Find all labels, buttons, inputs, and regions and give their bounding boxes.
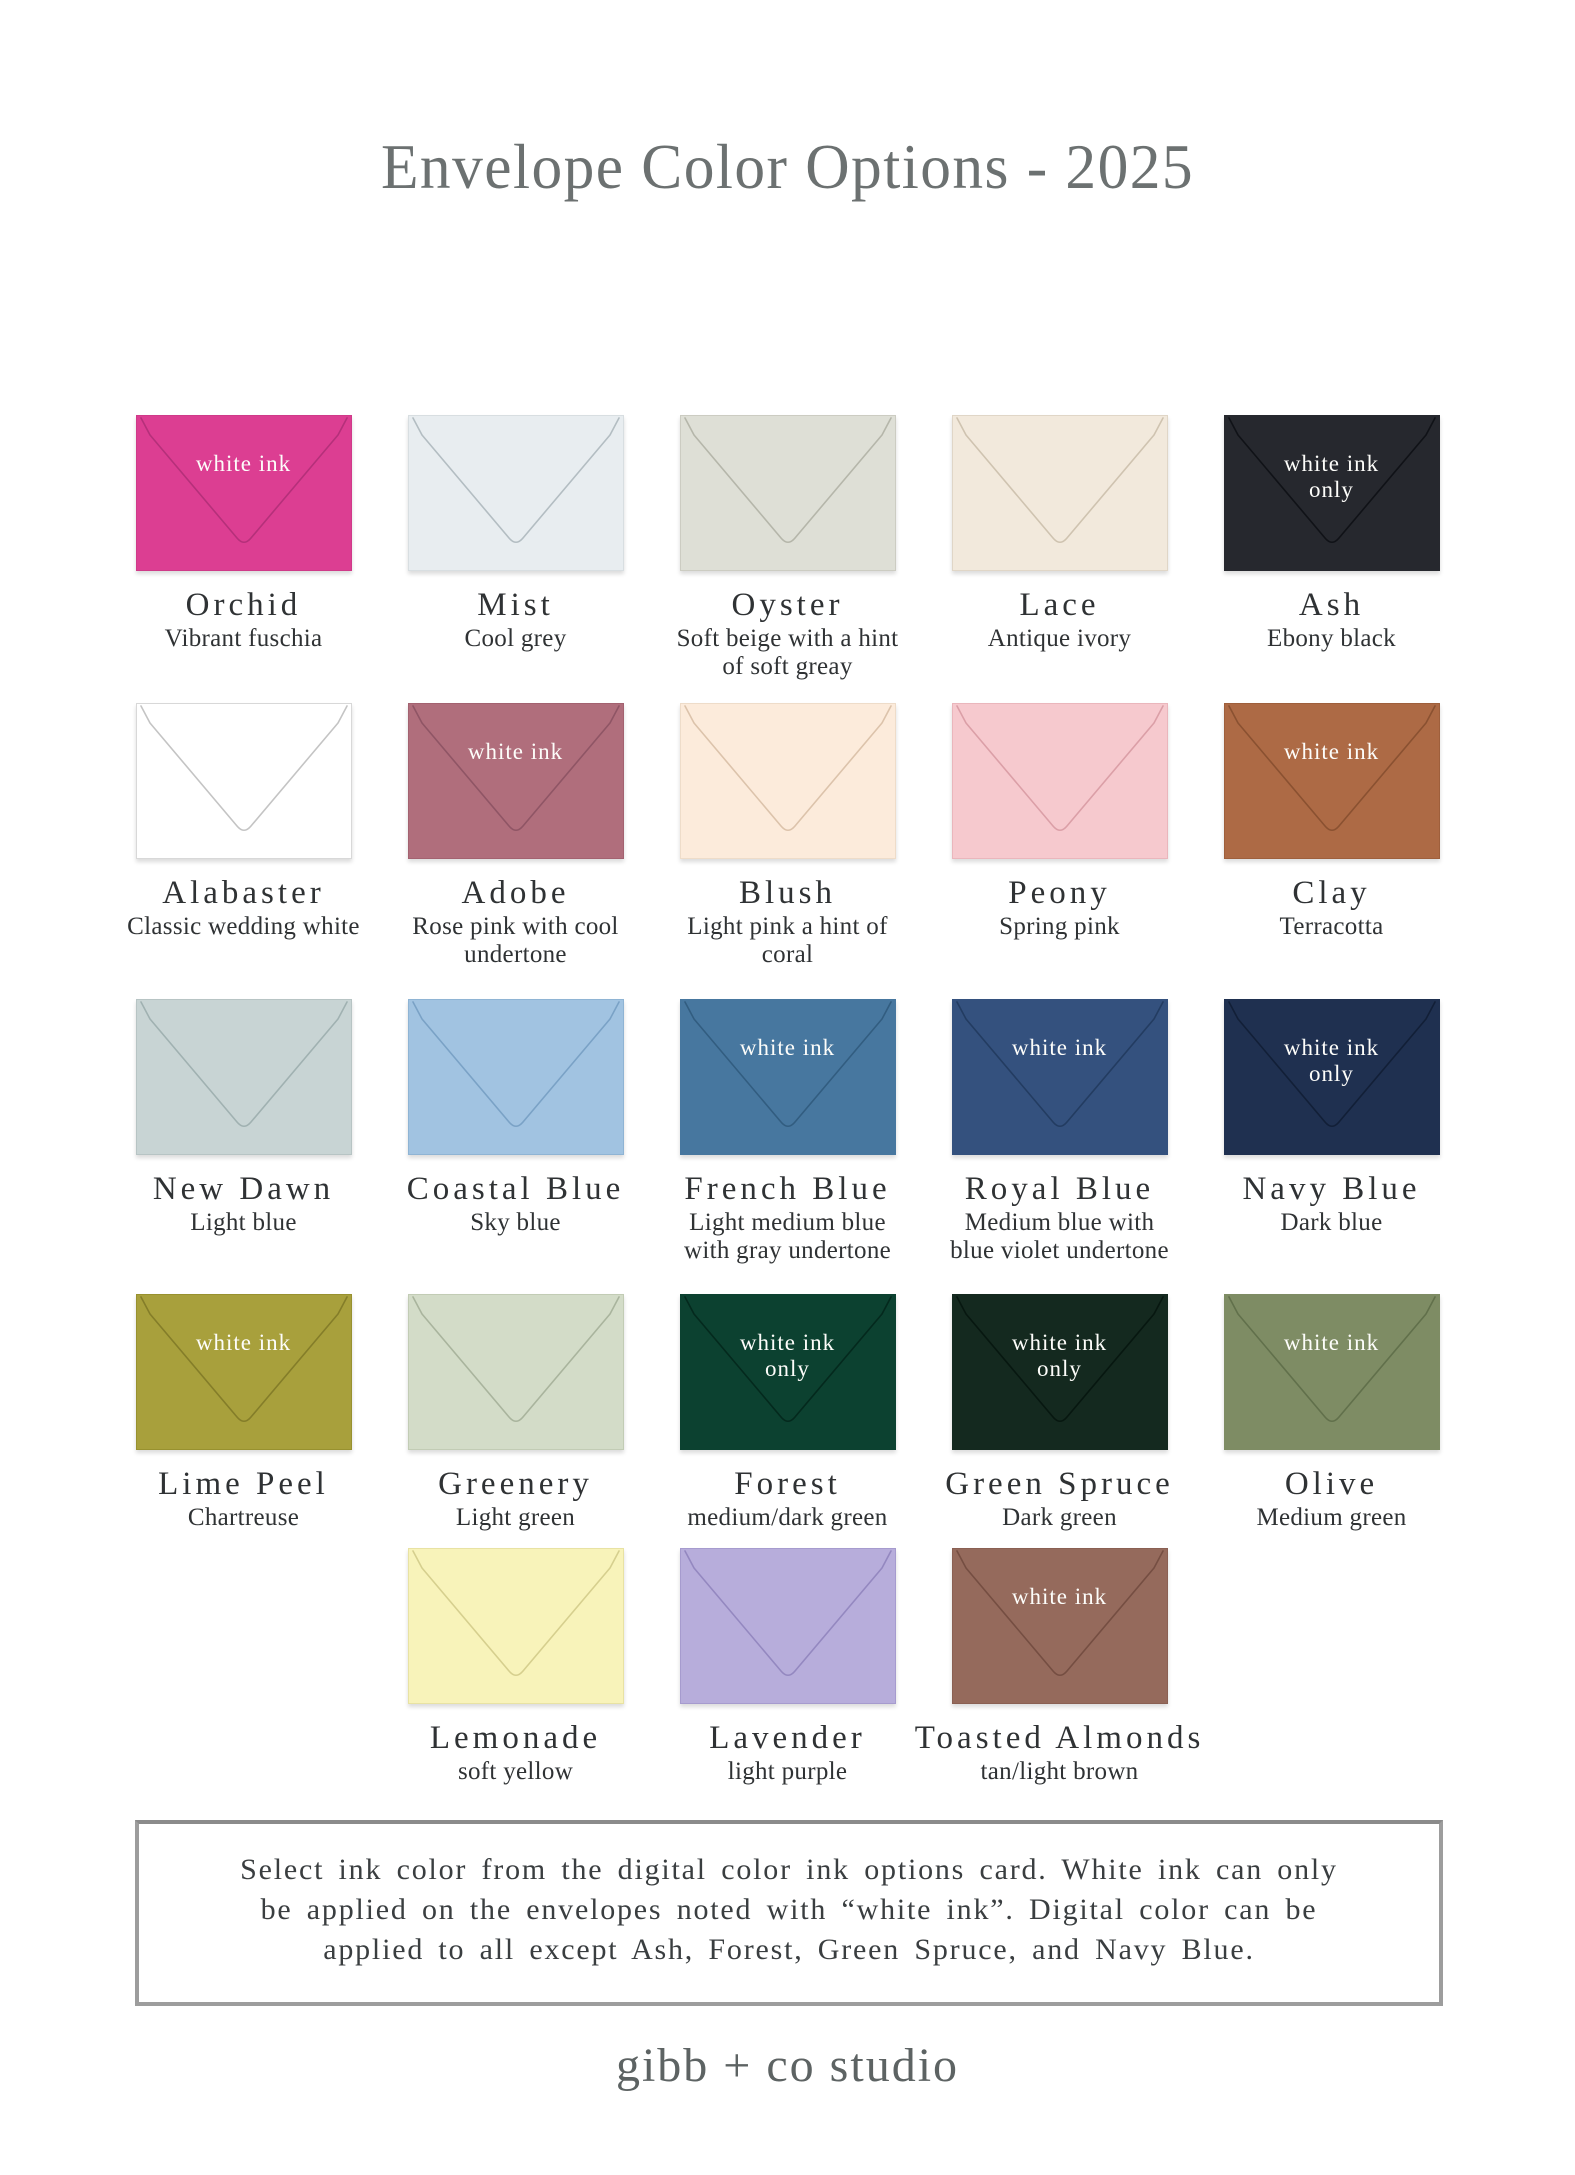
white-ink-label: white ink bbox=[1283, 739, 1380, 764]
swatch-royal-blue bbox=[952, 999, 1168, 1265]
white-ink-label: white ink bbox=[195, 1330, 292, 1355]
swatch-adobe bbox=[408, 703, 624, 969]
swatch-olive bbox=[1224, 1294, 1440, 1532]
envelope-icon bbox=[408, 1548, 624, 1704]
envelope-icon bbox=[136, 703, 352, 859]
white-ink-label: white ink only bbox=[1283, 451, 1380, 502]
envelope-lavender bbox=[680, 1548, 896, 1704]
envelope-royal-blue bbox=[952, 999, 1168, 1155]
white-ink-label: white ink only bbox=[1011, 1330, 1108, 1381]
swatch-name: Adobe bbox=[461, 875, 570, 911]
swatch-forest bbox=[680, 1294, 896, 1532]
swatch-name: Greenery bbox=[438, 1466, 593, 1502]
swatch-name: Toasted Almonds bbox=[914, 1720, 1205, 1756]
envelope-blush bbox=[680, 703, 896, 859]
swatch-row-1 bbox=[0, 415, 1575, 681]
envelope-icon bbox=[680, 415, 896, 571]
envelope-icon bbox=[680, 703, 896, 859]
envelope-new-dawn bbox=[136, 999, 352, 1155]
white-ink-label: white ink only bbox=[1283, 1035, 1380, 1086]
swatch-description: Light green bbox=[455, 1504, 576, 1531]
swatch-coastal-blue bbox=[408, 999, 624, 1265]
swatch-row-2 bbox=[0, 703, 1575, 969]
swatch-description: Soft beige with a hint of soft greay bbox=[676, 625, 899, 680]
swatch-new-dawn bbox=[136, 999, 352, 1265]
footer-note-box bbox=[135, 1820, 1443, 2006]
swatch-description: Medium blue with blue violet undertone bbox=[950, 1209, 1169, 1264]
envelope-orchid bbox=[136, 415, 352, 571]
envelope-clay bbox=[1224, 703, 1440, 859]
swatch-name: Blush bbox=[738, 875, 837, 911]
swatch-name: Lime Peel bbox=[158, 1466, 329, 1502]
envelope-french-blue bbox=[680, 999, 896, 1155]
swatch-navy-blue bbox=[1224, 999, 1440, 1265]
white-ink-label: white ink bbox=[739, 1035, 836, 1060]
swatch-description: Dark blue bbox=[1280, 1209, 1383, 1236]
envelope-greenery bbox=[408, 1294, 624, 1450]
envelope-adobe bbox=[408, 703, 624, 859]
envelope-ash bbox=[1224, 415, 1440, 571]
envelope-lemonade bbox=[408, 1548, 624, 1704]
swatch-name: Royal Blue bbox=[964, 1171, 1155, 1207]
swatch-peony bbox=[952, 703, 1168, 969]
swatch-description: Classic wedding white bbox=[127, 913, 360, 940]
swatch-row-5 bbox=[0, 1548, 1575, 1786]
envelope-lime-peel bbox=[136, 1294, 352, 1450]
white-ink-label: white ink bbox=[1011, 1035, 1108, 1060]
swatch-lemonade bbox=[408, 1548, 624, 1786]
swatch-lime-peel bbox=[136, 1294, 352, 1532]
envelope-icon bbox=[408, 703, 624, 859]
swatch-description: Ebony black bbox=[1267, 625, 1396, 652]
swatch-name: French Blue bbox=[684, 1171, 891, 1207]
page-title: Envelope Color Options - 2025 bbox=[380, 131, 1195, 202]
envelope-icon bbox=[136, 1294, 352, 1450]
swatch-description: Light blue bbox=[190, 1209, 297, 1236]
swatch-name: Green Spruce bbox=[945, 1466, 1174, 1502]
swatch-name: Alabaster bbox=[162, 875, 325, 911]
swatch-row-3 bbox=[0, 999, 1575, 1265]
swatch-description: Vibrant fuschia bbox=[164, 625, 323, 652]
swatch-name: Navy Blue bbox=[1242, 1171, 1421, 1207]
footer-note-line: Select ink color from the digital color ink options card. White ink can only bbox=[240, 1853, 1338, 1886]
swatch-description: soft yellow bbox=[457, 1758, 574, 1785]
envelope-toasted-almonds bbox=[952, 1548, 1168, 1704]
swatch-description: Spring pink bbox=[999, 913, 1120, 940]
envelope-icon bbox=[1224, 1294, 1440, 1450]
envelope-icon bbox=[680, 1548, 896, 1704]
swatch-ash bbox=[1224, 415, 1440, 681]
envelope-icon bbox=[408, 415, 624, 571]
swatch-description: Antique ivory bbox=[987, 625, 1132, 652]
swatch-orchid bbox=[136, 415, 352, 681]
envelope-icon bbox=[952, 999, 1168, 1155]
swatch-description: tan/light brown bbox=[980, 1758, 1139, 1785]
envelope-icon bbox=[408, 999, 624, 1155]
swatch-french-blue bbox=[680, 999, 896, 1265]
footer-note-line: applied to all except Ash, Forest, Green Spruce, and Navy Blue. bbox=[323, 1933, 1255, 1966]
swatch-description: light purple bbox=[727, 1758, 848, 1785]
swatch-mist bbox=[408, 415, 624, 681]
swatch-name: Forest bbox=[734, 1466, 841, 1502]
swatch-description: Light pink a hint of coral bbox=[687, 913, 888, 968]
swatch-description: Chartreuse bbox=[187, 1504, 300, 1531]
swatch-description: Terracotta bbox=[1279, 913, 1384, 940]
white-ink-label: white ink bbox=[1283, 1330, 1380, 1355]
envelope-olive bbox=[1224, 1294, 1440, 1450]
white-ink-label: white ink bbox=[1011, 1584, 1108, 1609]
footer-note-text bbox=[139, 1850, 1439, 1970]
swatch-name: Olive bbox=[1284, 1466, 1379, 1502]
swatch-description: Medium green bbox=[1256, 1504, 1407, 1531]
swatch-greenery bbox=[408, 1294, 624, 1532]
studio-logo: gibb + co studio bbox=[615, 2039, 960, 2092]
white-ink-label: white ink bbox=[195, 451, 292, 476]
swatch-toasted-almonds bbox=[914, 1548, 1205, 1786]
envelope-icon bbox=[952, 415, 1168, 571]
swatch-lace bbox=[952, 415, 1168, 681]
envelope-navy-blue bbox=[1224, 999, 1440, 1155]
swatch-blush bbox=[680, 703, 896, 969]
envelope-mist bbox=[408, 415, 624, 571]
swatch-name: Coastal Blue bbox=[406, 1171, 625, 1207]
swatch-name: Clay bbox=[1292, 875, 1371, 911]
swatch-description: Rose pink with cool undertone bbox=[412, 913, 619, 968]
white-ink-label: white ink bbox=[467, 739, 564, 764]
swatch-clay bbox=[1224, 703, 1440, 969]
envelope-peony bbox=[952, 703, 1168, 859]
swatch-lavender bbox=[680, 1548, 896, 1786]
swatch-name: Lace bbox=[1019, 587, 1100, 623]
swatch-name: Orchid bbox=[185, 587, 302, 623]
swatch-name: Ash bbox=[1298, 587, 1365, 623]
swatch-name: Lavender bbox=[709, 1720, 866, 1756]
swatch-description: Light medium blue with gray undertone bbox=[683, 1209, 892, 1264]
white-ink-label: white ink only bbox=[739, 1330, 836, 1381]
envelope-oyster bbox=[680, 415, 896, 571]
swatch-name: Lemonade bbox=[429, 1720, 602, 1756]
envelope-forest bbox=[680, 1294, 896, 1450]
envelope-icon bbox=[952, 1548, 1168, 1704]
swatch-description: Sky blue bbox=[470, 1209, 561, 1236]
swatch-name: Mist bbox=[477, 587, 554, 623]
swatch-oyster bbox=[676, 415, 899, 681]
envelope-icon bbox=[408, 1294, 624, 1450]
swatch-name: Peony bbox=[1008, 875, 1111, 911]
swatch-description: Cool grey bbox=[464, 625, 567, 652]
envelope-icon bbox=[1224, 703, 1440, 859]
envelope-coastal-blue bbox=[408, 999, 624, 1155]
envelope-icon bbox=[680, 999, 896, 1155]
swatch-description: medium/dark green bbox=[687, 1504, 888, 1531]
envelope-lace bbox=[952, 415, 1168, 571]
swatch-name: Oyster bbox=[731, 587, 844, 623]
swatch-row-4 bbox=[0, 1294, 1575, 1532]
envelope-icon bbox=[136, 415, 352, 571]
swatch-name: New Dawn bbox=[152, 1171, 335, 1207]
envelope-icon bbox=[136, 999, 352, 1155]
envelope-green-spruce bbox=[952, 1294, 1168, 1450]
swatch-alabaster bbox=[127, 703, 360, 969]
swatch-description: Dark green bbox=[1002, 1504, 1117, 1531]
envelope-alabaster bbox=[136, 703, 352, 859]
footer-note-line: be applied on the envelopes noted with “white ink”. Digital color can be bbox=[260, 1893, 1318, 1926]
swatch-green-spruce bbox=[945, 1294, 1174, 1532]
envelope-icon bbox=[952, 703, 1168, 859]
